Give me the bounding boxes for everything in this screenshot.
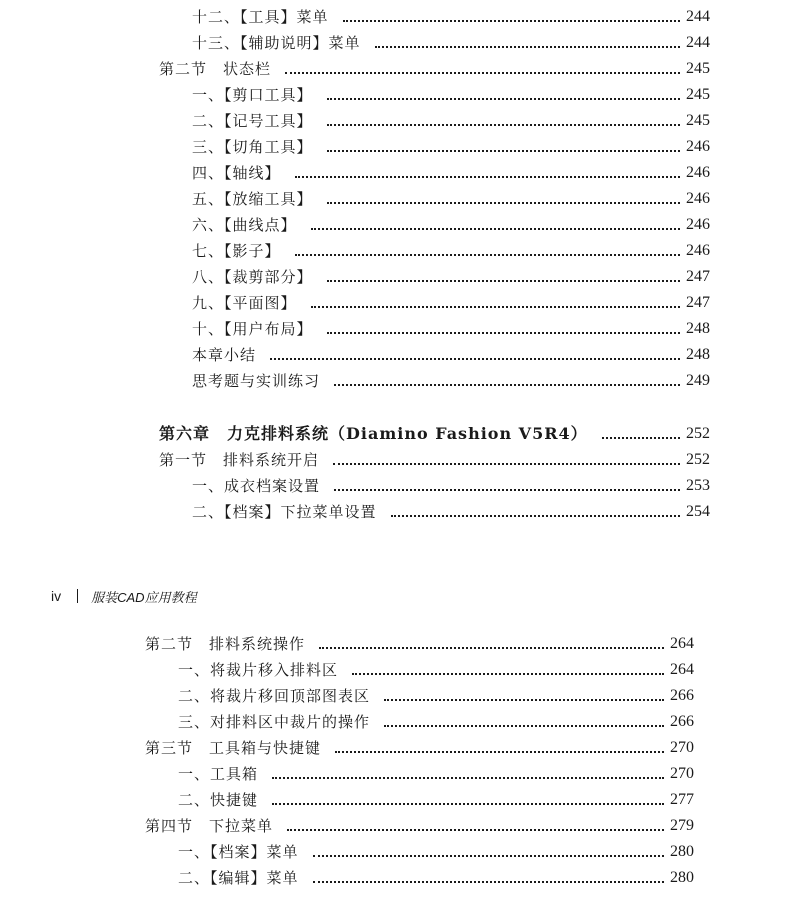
toc-entry-page: 266 <box>670 713 694 730</box>
dot-leader <box>327 124 680 126</box>
dot-leader <box>311 306 680 308</box>
toc-entry[interactable] <box>192 186 710 212</box>
toc-entry[interactable] <box>192 30 710 56</box>
toc-entry-page: 244 <box>686 34 710 51</box>
toc-section-entry[interactable] <box>159 56 710 82</box>
dot-leader <box>327 150 680 152</box>
toc-entry-page: 252 <box>686 425 710 442</box>
toc-entry-page: 246 <box>686 164 710 181</box>
dot-leader <box>311 228 680 230</box>
toc-entry-page: 277 <box>670 791 694 808</box>
dot-leader <box>375 46 680 48</box>
toc-entry[interactable] <box>192 212 710 238</box>
toc-entry-label: 思考题与实训练习 <box>192 372 321 390</box>
dot-leader <box>384 699 664 701</box>
toc-entry-label: 二、【记号工具】 <box>192 112 313 130</box>
toc-entry-page: 246 <box>686 216 710 233</box>
toc-entry-label: 本章小结 <box>192 346 257 364</box>
dot-leader <box>334 489 680 491</box>
toc-entry[interactable] <box>178 865 694 891</box>
toc-entry-label: 三、【切角工具】 <box>192 138 313 156</box>
dot-leader <box>295 254 680 256</box>
toc-entry[interactable] <box>192 499 710 525</box>
toc-entry-label: 第六章 力克排料系统（Diamino Fashion V5R4） <box>159 424 588 443</box>
toc-entry-page: 245 <box>686 112 710 129</box>
toc-entry-label: 一、【档案】菜单 <box>178 843 299 861</box>
toc-entry-label: 第一节 排料系统开启 <box>159 451 320 469</box>
toc-entry-label: 一、工具箱 <box>178 765 259 783</box>
dot-leader <box>295 176 680 178</box>
toc-entry[interactable] <box>192 134 710 160</box>
dot-leader <box>335 751 664 753</box>
toc-chapter-entry[interactable] <box>159 421 710 447</box>
toc-entry[interactable] <box>178 683 694 709</box>
toc-entry[interactable] <box>178 657 694 683</box>
toc-entry[interactable] <box>192 264 710 290</box>
dot-leader <box>334 384 680 386</box>
toc-entry-page: 264 <box>670 661 694 678</box>
toc-entry[interactable] <box>192 108 710 134</box>
toc-entry-label: 二、【档案】下拉菜单设置 <box>192 503 377 521</box>
toc-entry-page: 252 <box>686 451 710 468</box>
toc-entry-label: 二、【编辑】菜单 <box>178 869 299 887</box>
dot-leader <box>313 881 664 883</box>
dot-leader <box>391 515 680 517</box>
dot-leader <box>272 777 664 779</box>
toc-entry-label: 九、【平面图】 <box>192 294 297 312</box>
toc-entry-page: 247 <box>686 268 710 285</box>
dot-leader <box>327 280 680 282</box>
toc-entry-label: 一、将裁片移入排料区 <box>178 661 339 679</box>
toc-entry[interactable] <box>192 160 710 186</box>
toc-entry-page: 247 <box>686 294 710 311</box>
toc-section-entry[interactable] <box>145 735 694 761</box>
header-book-title: 服装CAD应用教程 <box>91 589 197 605</box>
toc-entry-label: 第二节 状态栏 <box>159 60 272 78</box>
dot-leader <box>602 437 680 439</box>
toc-entry-page: 264 <box>670 635 694 652</box>
toc-entry-page: 254 <box>686 503 710 520</box>
toc-entry-label: 第四节 下拉菜单 <box>145 817 274 835</box>
dot-leader <box>333 463 680 465</box>
toc-entry-label: 四、【轴线】 <box>192 164 281 182</box>
toc-entry-label: 一、【剪口工具】 <box>192 86 313 104</box>
toc-entry-page: 249 <box>686 372 710 389</box>
toc-entry[interactable] <box>178 839 694 865</box>
toc-entry-label: 六、【曲线点】 <box>192 216 297 234</box>
header-page-number: iv <box>51 588 62 604</box>
dot-leader <box>327 202 680 204</box>
dot-leader <box>270 358 680 360</box>
dot-leader <box>272 803 664 805</box>
toc-entry-page: 253 <box>686 477 710 494</box>
toc-entry-page: 245 <box>686 86 710 103</box>
toc-entry-page: 245 <box>686 60 710 77</box>
toc-entry[interactable] <box>192 342 710 368</box>
dot-leader <box>319 647 664 649</box>
toc-entry-page: 280 <box>670 843 694 860</box>
toc-entry[interactable] <box>178 761 694 787</box>
toc-entry-label: 十三、【辅助说明】菜单 <box>192 34 361 52</box>
toc-entry-label: 七、【影子】 <box>192 242 281 260</box>
toc-entry[interactable] <box>192 473 710 499</box>
toc-entry-page: 246 <box>686 242 710 259</box>
dot-leader <box>384 725 664 727</box>
toc-entry-page: 270 <box>670 765 694 782</box>
toc-entry-label: 三、对排料区中裁片的操作 <box>178 713 371 731</box>
toc-entry[interactable] <box>192 238 710 264</box>
dot-leader <box>327 98 680 100</box>
dot-leader <box>327 332 680 334</box>
toc-entry-page: 246 <box>686 190 710 207</box>
toc-section-entry[interactable] <box>145 631 694 657</box>
toc-entry-label: 十二、【工具】菜单 <box>192 8 329 26</box>
toc-entry-label: 十、【用户布局】 <box>192 320 313 338</box>
dot-leader <box>352 673 664 675</box>
toc-entry-label: 二、将裁片移回顶部图表区 <box>178 687 371 705</box>
dot-leader <box>285 72 680 74</box>
toc-entry[interactable] <box>192 82 710 108</box>
toc-entry-label: 一、成衣档案设置 <box>192 477 321 495</box>
toc-section-entry[interactable] <box>145 813 694 839</box>
running-header <box>51 586 197 606</box>
toc-entry-page: 279 <box>670 817 694 834</box>
toc-entry-label: 八、【裁剪部分】 <box>192 268 313 286</box>
toc-entry-page: 246 <box>686 138 710 155</box>
header-divider <box>77 589 78 603</box>
toc-entry-page: 280 <box>670 869 694 886</box>
toc-entry-label: 第三节 工具箱与快捷键 <box>145 739 322 757</box>
toc-section-entry[interactable] <box>159 447 710 473</box>
toc-entry-page: 270 <box>670 739 694 756</box>
toc-entry-page: 266 <box>670 687 694 704</box>
toc-entry-page: 248 <box>686 320 710 337</box>
dot-leader <box>343 20 680 22</box>
toc-entry-page: 248 <box>686 346 710 363</box>
toc-entry-page: 244 <box>686 8 710 25</box>
toc-entry-label: 五、【放缩工具】 <box>192 190 313 208</box>
toc-entry-label: 二、快捷键 <box>178 791 259 809</box>
dot-leader <box>313 855 664 857</box>
toc-entry[interactable] <box>178 787 694 813</box>
toc-entry-label: 第二节 排料系统操作 <box>145 635 306 653</box>
dot-leader <box>287 829 664 831</box>
toc-entry[interactable] <box>192 4 710 30</box>
toc-entry[interactable] <box>192 368 710 394</box>
toc-entry[interactable] <box>192 290 710 316</box>
toc-entry[interactable] <box>178 709 694 735</box>
toc-entry[interactable] <box>192 316 710 342</box>
